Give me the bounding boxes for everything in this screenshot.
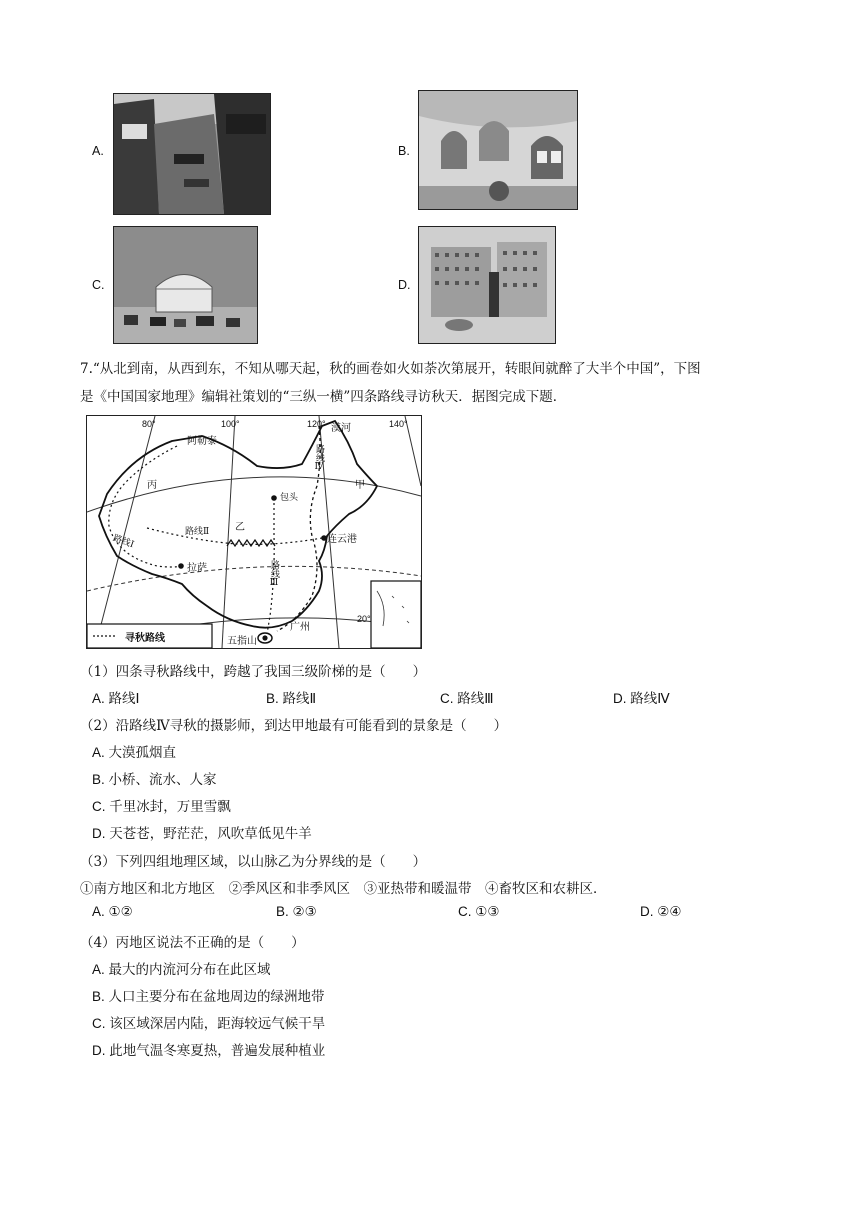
option-label-c: C.: [92, 278, 105, 292]
canal-town-photo: [113, 93, 271, 215]
sub1-option-c[interactable]: C. 路线Ⅲ: [440, 691, 494, 706]
question-7-stem-line2: 是《中国国家地理》编辑社策划的“三纵一横”四条路线寻访秋天．据图完成下题．: [80, 389, 567, 405]
subquestion-4: （4）丙地区说法不正确的是（ ）: [80, 935, 305, 951]
map-lon-100: 100°: [221, 419, 240, 429]
sub1-option-a[interactable]: A. 路线Ⅰ: [92, 691, 140, 706]
sub4-option-c[interactable]: C. 该区域深居内陆，距海较远气候干旱: [92, 1016, 326, 1031]
subquestion-3-options: [0, 904, 860, 924]
yurt-photo: [113, 226, 258, 344]
sub4-option-a[interactable]: A. 最大的内流河分布在此区域: [92, 962, 271, 977]
map-lon-80: 80°: [142, 419, 156, 429]
map-lon-140: 140°: [389, 419, 408, 429]
map-label-route2: 路线Ⅱ: [185, 527, 210, 537]
sub3-option-b[interactable]: B. ②③: [276, 904, 317, 919]
sub1-option-b[interactable]: B. 路线Ⅱ: [266, 691, 317, 706]
sub2-option-d[interactable]: D. 天苍苍，野茫茫，风吹草低见牛羊: [92, 826, 312, 841]
map-label-lianyungang: 连云港: [327, 534, 357, 545]
map-label-guangzhou: 广州: [290, 622, 310, 633]
subquestion-3-items: ①南方地区和北方地区 ②季风区和非季风区 ③亚热带和暖温带 ④畜牧区和农耕区．: [80, 881, 607, 897]
subquestion-1: （1）四条寻秋路线中，跨越了我国三级阶梯的是（ ）: [80, 664, 427, 680]
cave-dwelling-photo: [418, 90, 578, 210]
map-label-route4: 路线Ⅳ: [314, 444, 324, 472]
map-legend-label: 寻秋路线: [125, 633, 165, 644]
map-label-mohe: 漠河: [331, 423, 351, 434]
map-label-wuzhishan: 五指山: [227, 636, 257, 647]
sub1-option-d[interactable]: D. 路线Ⅳ: [613, 691, 670, 706]
china-route-map: [86, 415, 422, 649]
subquestion-2: （2）沿路线Ⅳ寻秋的摄影师，到达甲地最有可能看到的景象是（ ）: [80, 718, 508, 734]
map-label-jia: 甲: [355, 480, 365, 491]
map-label-lhasa: 拉萨: [187, 563, 207, 574]
map-label-baotou: 包头: [280, 493, 299, 503]
sub2-option-a[interactable]: A. 大漠孤烟直: [92, 745, 177, 760]
option-label-a: A.: [92, 144, 104, 158]
map-lat-20: 20°: [357, 614, 371, 624]
map-label-yi: 乙: [235, 522, 245, 533]
map-label-route3: 路线Ⅲ: [269, 560, 279, 588]
sub2-option-c[interactable]: C. 千里冰封，万里雪飘: [92, 799, 231, 814]
drying-house-photo: [418, 226, 556, 344]
sub4-option-b[interactable]: B. 人口主要分布在盆地周边的绿洲地带: [92, 989, 325, 1004]
option-label-b: B.: [398, 144, 410, 158]
sub4-option-d[interactable]: D. 此地气温冬寒夏热，普遍发展种植业: [92, 1043, 326, 1058]
sub2-option-b[interactable]: B. 小桥、流水、人家: [92, 772, 217, 787]
sub3-option-d[interactable]: D. ②④: [640, 904, 682, 919]
subquestion-3: （3）下列四组地理区域，以山脉乙为分界线的是（ ）: [80, 854, 427, 870]
option-label-d: D.: [398, 278, 411, 292]
map-lon-120: 120°: [307, 419, 326, 429]
question-7-stem-line1: 7.“从北到南，从西到东，不知从哪天起，秋的画卷如火如荼次第展开，转眼间就醉了大半个中国”，下图: [80, 361, 701, 377]
subquestion-1-options: [0, 687, 860, 707]
sub3-option-c[interactable]: C. ①③: [458, 904, 500, 919]
map-label-altay: 阿勒泰: [187, 436, 217, 447]
map-label-bing: 丙: [147, 480, 157, 491]
map-label-route1: 路线Ⅰ: [111, 533, 136, 551]
sub3-option-a[interactable]: A. ①②: [92, 904, 133, 919]
